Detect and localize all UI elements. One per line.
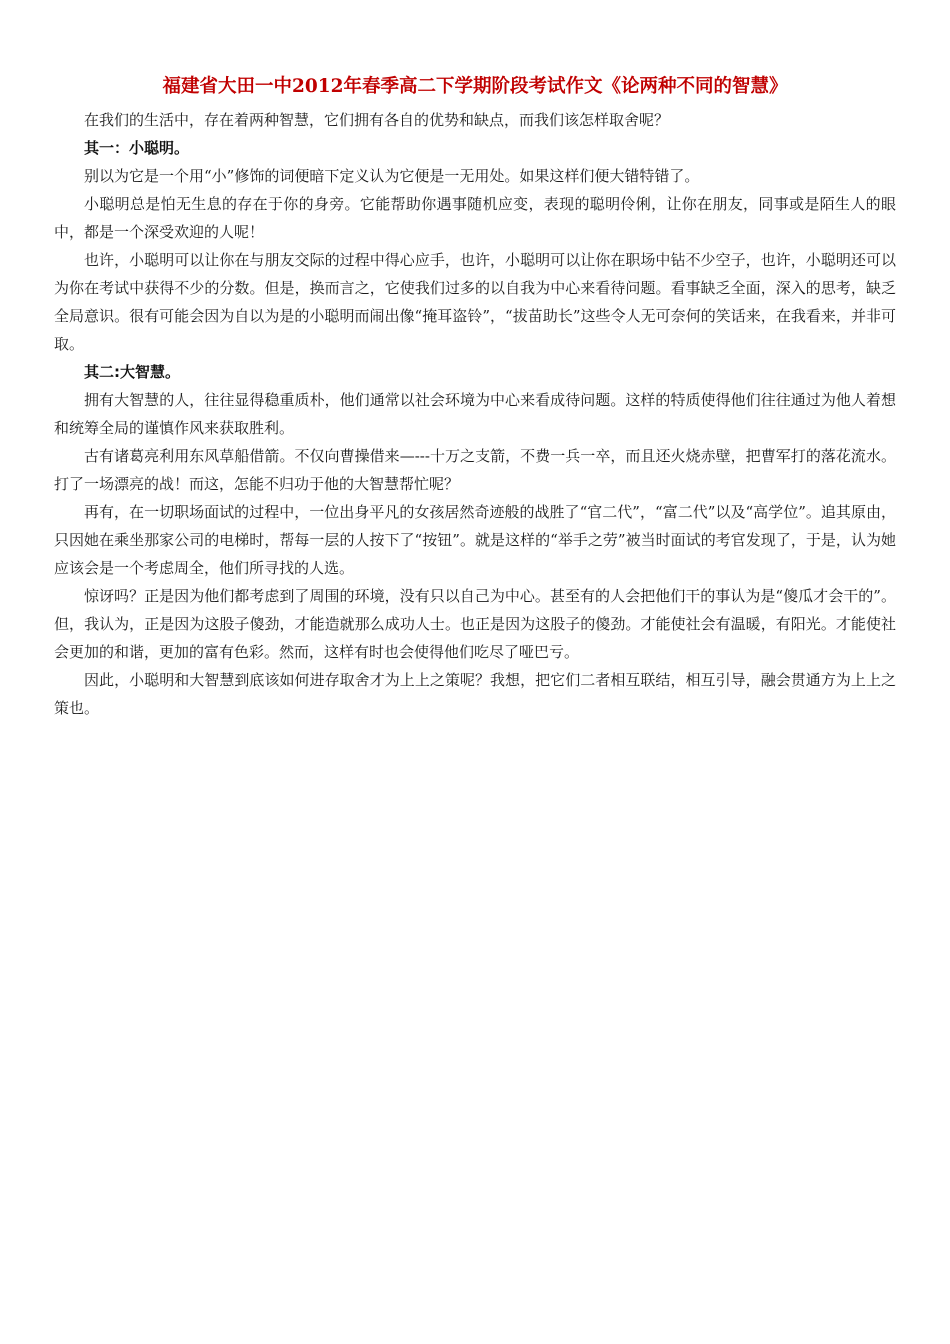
conclusion-paragraph: 因此，小聪明和大智慧到底该如何进存取舍才为上上之策呢？我想，把它们二者相互联结，相互引导，融会贯通方为上上之策也。 [54, 671, 896, 717]
document-title: 福建省大田一中2012年春季高二下学期阶段考试作文《论两种不同的智慧》 [162, 76, 788, 97]
intro-paragraph: 在我们的生活中，存在着两种智慧，它们拥有各自的优势和缺点，而我们该怎样取舍呢？ [84, 111, 670, 129]
section1-paragraph-2: 小聪明总是怕无生息的存在于你的身旁。它能帮助你遇事随机应变，表现的聪明伶俐，让你在朋友，同事或是陌生人的眼中，都是一个深受欢迎的人呢！ [54, 195, 896, 241]
section-heading-small-cleverness: 其一：小聪明。 [84, 139, 190, 157]
section2-paragraph-4: 惊讶吗？正是因为他们都考虑到了周围的环境，没有只以自己为中心。甚至有的人会把他们干的事认为是“傻瓜才会干的”。但，我认为，正是因为这股子傻劲，才能造就那么成功人士。也正是因为这股子的傻劲。才能使社会有温暖，有阳光。才能使社会更加的和谐，更加的富有色彩。然而，这样有时也会使得他们吃尽了哑巴亏。 [54, 587, 896, 661]
section1-paragraph-3: 也许，小聪明可以让你在与朋友交际的过程中得心应手，也许，小聪明可以让你在职场中钻不少空子，也许，小聪明还可以为你在考试中获得不少的分数。但是，换而言之，它使我们过多的以自我为中心来看待问题。看事缺乏全面，深入的思考，缺乏全局意识。很有可能会因为自以为是的小聪明而闹出像“掩耳盗铃”，“拔苗助长”这些令人无可奈何的笑话来，在我看来，并非可取。 [54, 251, 896, 353]
section2-paragraph-2: 古有诸葛亮利用东风草船借箭。不仅向曹操借来—---十万之支箭，不费一兵一卒，而且还火烧赤壁，把曹军打的落花流水。打了一场漂亮的战！而这，怎能不归功于他的大智慧帮忙呢？ [54, 447, 896, 493]
section2-paragraph-1: 拥有大智慧的人，往往显得稳重质朴，他们通常以社会环境为中心来看成待问题。这样的特质使得他们往往通过为他人着想和统筹全局的谨慎作风来获取胜利。 [54, 391, 896, 437]
section-heading-great-wisdom: 其二:大智慧。 [84, 363, 180, 381]
section2-paragraph-3: 再有，在一切职场面试的过程中，一位出身平凡的女孩居然奇迹般的战胜了“官二代”，“富二代”以及“高学位”。追其原由，只因她在乘坐那家公司的电梯时，帮每一层的人按下了“按钮”。就是这样的“举手之劳”被当时面试的考官发现了，于是，认为她应该会是一个考虑周全，他们所寻找的人选。 [54, 503, 896, 577]
section1-paragraph-1: 别以为它是一个用“小”修饰的词便暗下定义认为它便是一无用处。如果这样们便大错特错了。 [84, 167, 700, 185]
